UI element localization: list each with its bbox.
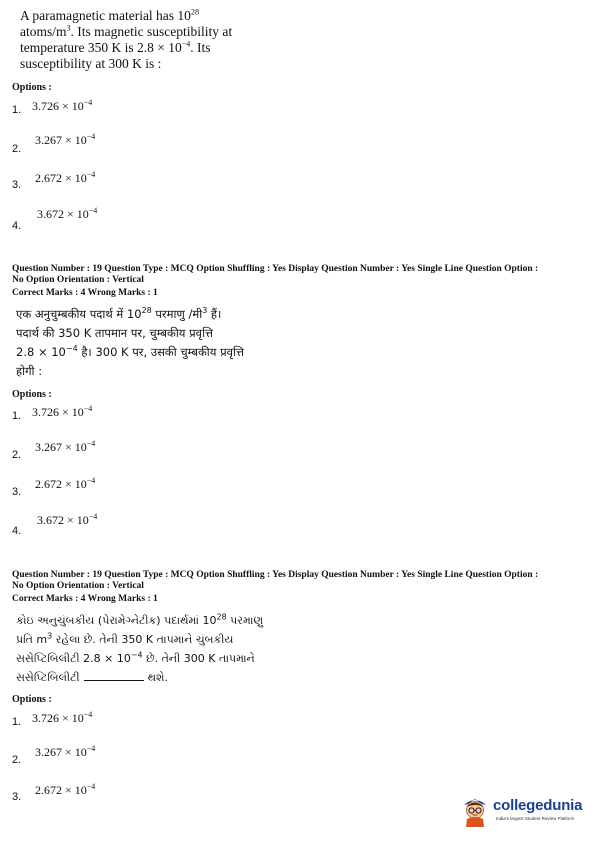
answer-blank xyxy=(84,670,144,681)
option-3-value[interactable]: $2.672 \times 10^{-4}$ xyxy=(35,170,96,185)
option-number: 3. xyxy=(12,791,22,803)
option-number: 1. xyxy=(12,716,22,728)
option-number: 1. xyxy=(12,410,22,422)
question-meta: Question Number : 19 Question Type : MCQ Option Shuffling : Yes Display Question Number : Yes Single Line Question Option : No Option Orientation : Vertical Correct Marks : 4 Wrong Marks : 1 xyxy=(12,570,539,604)
exponent: 3 xyxy=(202,306,208,316)
brand-name: collegedunia xyxy=(493,797,583,814)
exponent: −4 xyxy=(130,650,143,660)
option-3-value[interactable]: $2.672 \times 10^{-4}$ xyxy=(35,476,96,491)
exponent: −4 xyxy=(181,39,191,49)
exponent: 3 xyxy=(47,631,53,641)
option-1-value[interactable]: $3.726 \times 10^{-4}$ xyxy=(32,710,93,725)
exponent: 3 xyxy=(66,23,71,33)
exponent: 28 xyxy=(141,306,152,316)
option-3-value[interactable]: $2.672 \times 10^{-4}$ xyxy=(35,782,96,797)
option-4-value[interactable]: $3.672 \times 10^{-4}$ xyxy=(37,206,98,221)
option-4-value[interactable]: $3.672 \times 10^{-4}$ xyxy=(37,512,98,527)
option-number: 3. xyxy=(12,486,22,498)
question-1-text: A paramagnetic material has $10^{28}$ atoms/$m^3$. Its magnetic susceptibility at temperature 350 K is $2.8 \times 10^{-4}$. Its susceptibility at 300 K is : xyxy=(20,7,233,71)
option-number: 3. xyxy=(12,179,22,191)
option-1-value[interactable]: $3.726 \times 10^{-4}$ xyxy=(32,404,93,419)
question-meta: Question Number : 19 Question Type : MCQ Option Shuffling : Yes Display Question Number : Yes Single Line Question Option : No Option Orientation : Vertical Correct Marks : 4 Wrong Marks : 1 xyxy=(12,264,539,298)
option-number: 2. xyxy=(12,754,22,766)
brand-tagline: India's largest Student Review Platform xyxy=(496,816,575,821)
mascot-icon xyxy=(460,793,490,827)
option-2-value[interactable]: $3.267 \times 10^{-4}$ xyxy=(35,132,96,147)
exponent: 28 xyxy=(190,7,199,17)
question-3-text: કોઇ અનુચુંબકીય (પેરામેગ્નેટીક) પદાર્થમાં $10^{28}$ પરમાણુ પ્રતિ $m^3$ રહેલા છે. તેની 350 K તાપમાને ચુંબકીય સસેપ્ટિબિલીટી $2.8 \times 10^{-4}$ છે. તેની 300 K તાપમાને સસેપ્ટિબિલીટી થશે. xyxy=(16,612,264,684)
options-label: Options : xyxy=(12,389,52,400)
options-label: Options : xyxy=(12,694,52,705)
options-label: Options : xyxy=(12,82,52,93)
option-number: 4. xyxy=(12,525,22,537)
question-2-text: एक अनुचुम्बकीय पदार्थ में $10^{28}$ परमाणु /मी$^3$ हैं। पदार्थ की 350 K तापमान पर, चुम्बकीय प्रवृत्ति $2.8 \times 10^{-4}$ है। 300 K पर, उसकी चुम्बकीय प्रवृत्ति होगी : xyxy=(16,306,244,378)
collegedunia-logo xyxy=(460,793,590,829)
option-number: 2. xyxy=(12,143,22,155)
option-1-value[interactable]: $3.726 \times 10^{-4}$ xyxy=(32,98,93,113)
option-number: 2. xyxy=(12,449,22,461)
exponent: 28 xyxy=(216,612,227,622)
option-2-value[interactable]: $3.267 \times 10^{-4}$ xyxy=(35,439,96,454)
exponent: −4 xyxy=(65,344,78,354)
option-2-value[interactable]: $3.267 \times 10^{-4}$ xyxy=(35,744,96,759)
option-number: 1. xyxy=(12,104,22,116)
option-number: 4. xyxy=(12,220,22,232)
